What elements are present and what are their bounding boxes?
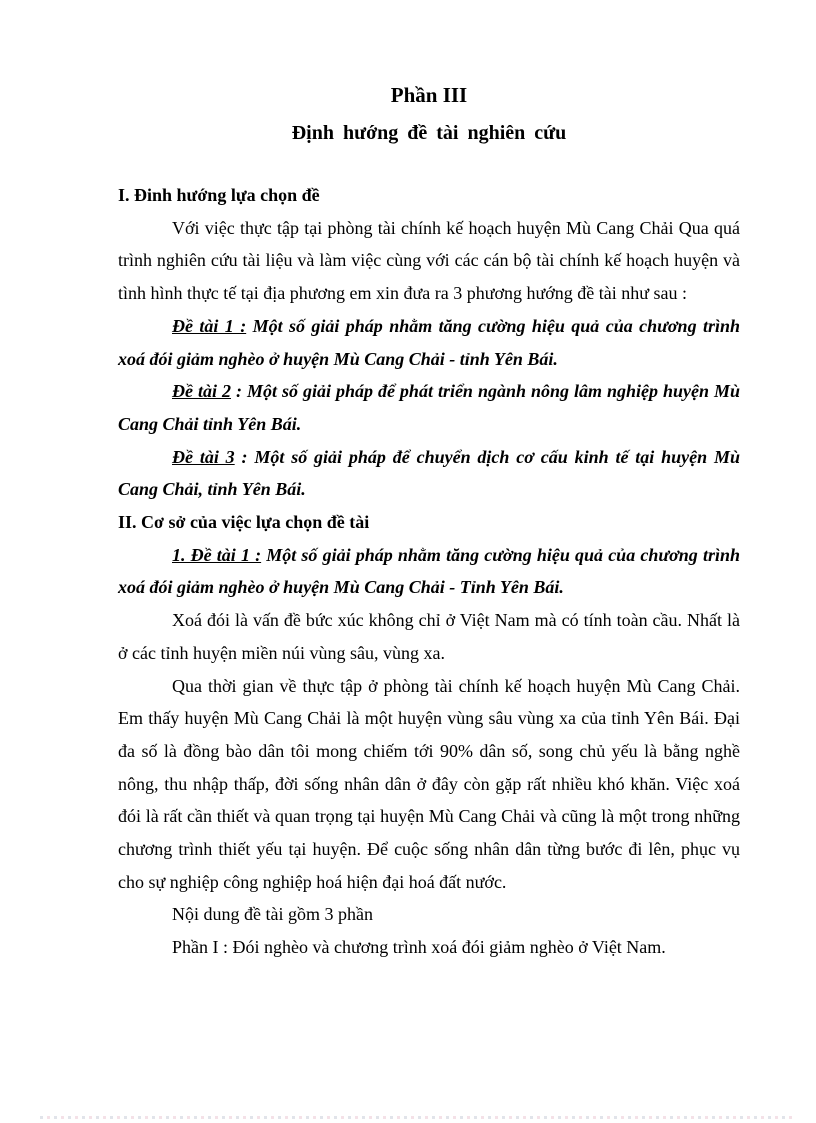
section-1-heading: I. Đinh hướng lựa chọn đề [118,185,320,205]
topic-2-label: Đề tài 2 [172,381,231,402]
topic-1-detail-text: Một số giải pháp nhằm tăng cường hiệu quả của chương trình xoá đói giảm nghèo ở huyện Mù Cang Chải - Tỉnh Yên Bái. [118,544,740,598]
topic-3-paragraph [118,441,740,506]
section-2-heading: II. Cơ sở của việc lựa chọn đề tài [118,512,370,533]
topic-1-label: Đề tài 1 : [172,315,247,336]
paragraph-phan-1: Phần I : Đói nghèo và chương trình xoá đói giảm nghèo ở Việt Nam. [172,937,666,958]
paragraph-noi-dung: Nội dung đề tài gồm 3 phần [172,904,373,925]
topic-1-detail-label: 1. Đề tài 1 : [172,544,262,565]
topic-1-paragraph [118,310,740,375]
topic-1-detail-paragraph [118,539,740,604]
topic-2-paragraph [118,375,740,440]
paragraph-xoa-doi: Xoá đói là vấn đề bức xúc không chỉ ở Việt Nam mà có tính toàn cầu. Nhất là ở các tỉnh huyện miền núi vùng sâu, vùng xa. [118,610,740,663]
part-subtitle: Định hướng đề tài nghiên cứu [291,122,567,144]
part-title: Phần III [390,83,468,107]
topic-1-text: Một số giải pháp nhằm tăng cường hiệu quả của chương trình xoá đói giảm nghèo ở huyện Mù Cang Chải - tỉnh Yên Bái. [118,315,740,369]
topic-3-text: : Một số giải pháp để chuyển dịch cơ cấu kinh tế tại huyện Mù Cang Chải, tỉnh Yên Bái. [118,446,740,500]
document-content [118,0,740,964]
topic-2-text: : Một số giải pháp để phát triển ngành nông lâm nghiệp huyện Mù Cang Chải tỉnh Yên Bái. [118,381,740,434]
topic-3-label: Đề tài 3 [172,446,235,467]
intro-paragraph: Với việc thực tập tại phòng tài chính kế hoạch huyện Mù Cang Chải Qua quá trình nghiên cứu tài liệu và làm việc cùng với các cán bộ tài chính kế hoạch huyện và tình hình thực tế tại địa phương em xin đưa ra 3 phương hướng đề tài như sau : [118,217,740,304]
paragraph-qua-thoi-gian: Qua thời gian về thực tập ở phòng tài chính kế hoạch huyện Mù Cang Chải. Em thấy huyện Mù Cang Chải là một huyện vùng sâu vùng xa của tỉnh Yên Bái. Đại đa số là đồng bào dân tôi mong chiếm tới 90% dân số, song chủ yếu là bằng nghề nông, thu nhập thấp, đời sống nhân dân ở đây còn gặp rất nhiều khó khăn. Việc xoá đói là rất cần thiết và quan trọng tại huyện Mù Cang Chải và cũng là một trong những chương trình thiết yếu tại huyện. Để cuộc sống nhân dân từng bước đi lên, phục vụ cho sự nghiệp công nghiệp hoá hiện đại hoá đất nước. [118,675,740,892]
footer-dotted-watermark-line [40,1116,792,1119]
